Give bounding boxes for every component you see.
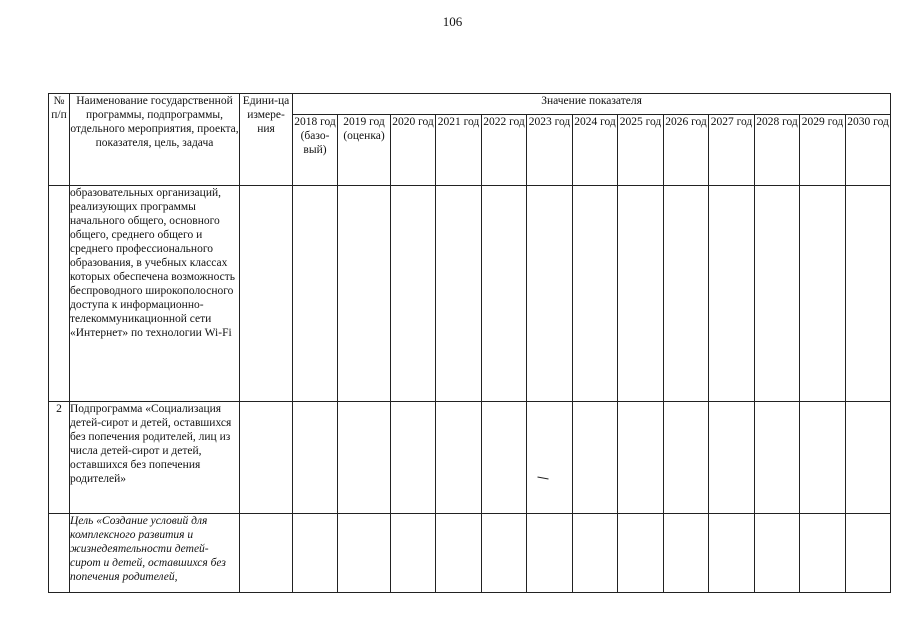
value-cell	[846, 514, 891, 593]
value-cell	[482, 186, 527, 402]
value-cell	[391, 514, 436, 593]
value-cell	[436, 186, 482, 402]
header-number: № п/п	[49, 94, 70, 186]
pen-stroke-mark	[537, 476, 549, 480]
table-row	[49, 514, 891, 593]
header-unit: Едини-ца измере-ния	[240, 94, 293, 186]
value-cell	[573, 402, 618, 514]
value-cell	[436, 402, 482, 514]
value-cell	[709, 186, 755, 402]
value-cell	[755, 186, 800, 402]
value-cell	[391, 402, 436, 514]
header-year: 2029 год	[800, 115, 846, 186]
value-cell	[391, 186, 436, 402]
header-year: 2020 год	[391, 115, 436, 186]
value-cell	[800, 186, 846, 402]
value-cell	[293, 514, 338, 593]
value-cell	[664, 186, 709, 402]
value-cell	[573, 186, 618, 402]
value-cell	[664, 402, 709, 514]
header-value-group: Значение показателя	[293, 94, 891, 115]
value-cell	[800, 402, 846, 514]
value-cell	[293, 402, 338, 514]
value-cell	[482, 402, 527, 514]
table-row	[49, 402, 891, 514]
value-cell	[709, 514, 755, 593]
value-cell	[527, 402, 573, 514]
header-year: 2018 год (базо-вый)	[293, 115, 338, 186]
value-cell	[800, 514, 846, 593]
header-year: 2030 год	[846, 115, 891, 186]
value-cell	[527, 186, 573, 402]
value-cell	[664, 514, 709, 593]
value-cell	[338, 186, 391, 402]
value-cell	[338, 402, 391, 514]
header-year: 2025 год	[618, 115, 664, 186]
header-name: Наименование государственной программы, подпрограммы, отдельного мероприятия, проекта, показателя, цель, задача	[70, 94, 240, 186]
value-cell	[755, 514, 800, 593]
header-year: 2019 год (оценка)	[338, 115, 391, 186]
page-number: 106	[442, 14, 463, 29]
header-row-top	[49, 94, 891, 115]
value-cell	[527, 514, 573, 593]
value-cell	[618, 514, 664, 593]
value-cell	[293, 186, 338, 402]
value-cell	[338, 514, 391, 593]
row-unit	[240, 402, 293, 514]
indicators-table	[48, 93, 891, 593]
header-year: 2028 год	[755, 115, 800, 186]
header-year: 2023 год	[527, 115, 573, 186]
row-number	[49, 514, 70, 593]
row-name: Подпрограмма «Социализация детей-сирот и детей, оставшихся без попечения родителей, лиц из числа детей-сирот и детей, оставшихся без попечения родителей»	[70, 402, 240, 514]
row-unit	[240, 514, 293, 593]
value-cell	[436, 514, 482, 593]
value-cell	[846, 402, 891, 514]
header-year: 2026 год	[664, 115, 709, 186]
table-row	[49, 186, 891, 402]
header-year: 2024 год	[573, 115, 618, 186]
value-cell	[482, 514, 527, 593]
value-cell	[618, 186, 664, 402]
value-cell	[846, 186, 891, 402]
row-name: образовательных организаций, реализующих программы начального общего, основного общего, среднего общего и среднего профессионального образования, в учебных классах которых обеспечена возможность беспроводного широкополосного доступа к информационно-телекоммуникационной сети «Интернет» по технологии Wi-Fi	[70, 186, 240, 402]
value-cell	[709, 402, 755, 514]
row-number	[49, 186, 70, 402]
row-name: Цель «Создание условий для комплексного развития и жизнедеятельности детей-сирот и детей, оставшихся без попечения родителей,	[70, 514, 240, 593]
row-number: 2	[49, 402, 70, 514]
row-unit	[240, 186, 293, 402]
value-cell	[573, 514, 618, 593]
value-cell	[618, 402, 664, 514]
value-cell	[755, 402, 800, 514]
header-year: 2022 год	[482, 115, 527, 186]
header-year: 2021 год	[436, 115, 482, 186]
header-year: 2027 год	[709, 115, 755, 186]
